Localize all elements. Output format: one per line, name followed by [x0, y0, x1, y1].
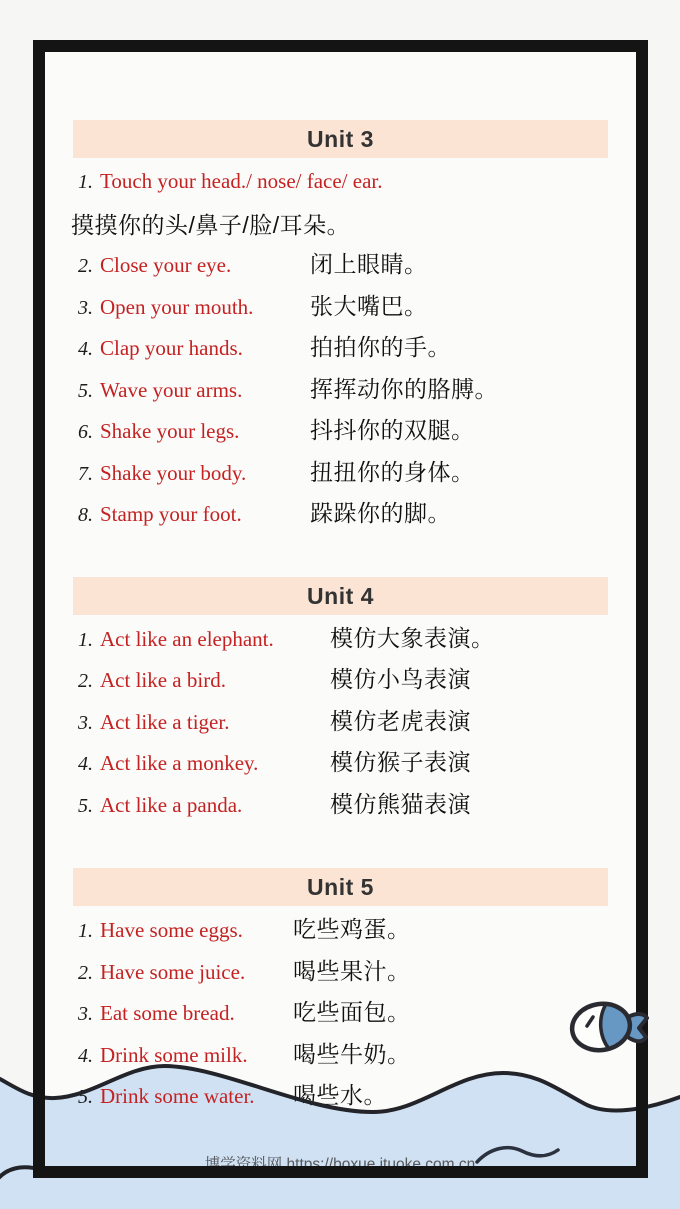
item-chinese: 模仿老虎表演: [330, 707, 471, 734]
unit-header: [73, 577, 608, 615]
item-english: Drink some milk.: [100, 1042, 248, 1067]
item-english: Act like a monkey.: [100, 751, 259, 775]
watermark: 博学资料网 https://boxue.ituoke.com.cn: [204, 1156, 476, 1173]
item-chinese: 张大嘴巴。: [310, 292, 428, 319]
item-chinese: 拍拍你的手。: [310, 334, 451, 360]
item-chinese: 模仿大象表演。: [330, 624, 495, 651]
item-english-wrap: [78, 660, 330, 703]
list-item: [73, 992, 608, 1034]
unit-section: [73, 868, 608, 1117]
unit-title: Unit 4: [307, 582, 374, 609]
item-number: 2.: [78, 255, 93, 277]
unit-section: [73, 577, 608, 826]
item-number: 4.: [78, 753, 93, 775]
list-item: [73, 286, 608, 328]
item-english-wrap: [78, 910, 293, 953]
item-english: Shake your body.: [100, 460, 247, 485]
list-item: [73, 618, 608, 660]
item-chinese: 模仿小鸟表演: [330, 666, 471, 692]
item-english: Drink some water.: [100, 1084, 255, 1108]
unit-items: [73, 615, 608, 826]
item-chinese: 摸摸你的头/鼻子/脸/耳朵。: [71, 211, 351, 238]
unit-header: [73, 868, 608, 906]
item-chinese: 模仿猴子表演: [330, 749, 471, 775]
item-number: 5.: [78, 1086, 93, 1108]
item-english: Have some juice.: [100, 959, 246, 984]
item-english: Wave your arms.: [100, 377, 243, 402]
item-chinese: 喝些牛奶。: [293, 1040, 411, 1067]
item-number: 5.: [78, 794, 93, 817]
item-english-wrap: [78, 702, 330, 745]
unit-section: [73, 120, 608, 535]
list-item: [73, 244, 608, 286]
item-english-wrap: [78, 494, 310, 537]
item-english: Act like a panda.: [100, 792, 243, 817]
item-number: 2.: [78, 961, 93, 984]
item-english-wrap: [78, 411, 310, 454]
item-english-wrap: [78, 1076, 293, 1119]
item-english-wrap: [78, 161, 383, 204]
item-number: 6.: [78, 421, 93, 443]
list-item: [73, 410, 608, 452]
item-english: Have some eggs.: [100, 918, 243, 942]
item-number: 5.: [78, 379, 93, 402]
item-number: 3.: [78, 711, 93, 734]
unit-title: Unit 3: [307, 126, 374, 152]
unit-title: Unit 5: [307, 874, 374, 900]
list-item: [73, 701, 608, 743]
list-item: [73, 742, 608, 784]
list-item: [73, 452, 608, 494]
list-item: [73, 659, 608, 701]
item-english-wrap: [78, 370, 310, 413]
item-english: Eat some bread.: [100, 1001, 235, 1025]
item-english: Close your eye.: [100, 253, 232, 277]
list-item: [73, 909, 608, 951]
item-number: 7.: [78, 462, 93, 485]
item-chinese: 吃些鸡蛋。: [293, 916, 411, 942]
item-number: 4.: [78, 338, 93, 360]
item-chinese: 喝些水。: [293, 1082, 387, 1108]
item-english-wrap: [78, 287, 310, 330]
item-english-wrap: [78, 1035, 293, 1078]
item-english: Clap your hands.: [100, 336, 243, 360]
item-chinese: 挥挥动你的胳膊。: [310, 375, 498, 402]
item-number: 1.: [78, 628, 93, 651]
units-container: [45, 52, 636, 1117]
list-item: [73, 327, 608, 369]
item-chinese: 闭上眼睛。: [310, 251, 428, 277]
item-english: Act like an elephant.: [100, 626, 274, 651]
item-english-wrap: [78, 952, 293, 995]
unit-header: [73, 120, 608, 158]
item-english-wrap: [78, 245, 310, 288]
item-english-wrap: [78, 453, 310, 496]
fish-icon: [565, 990, 653, 1064]
list-item: [73, 161, 608, 244]
item-number: 1.: [78, 920, 93, 942]
item-english: Open your mouth.: [100, 294, 254, 319]
item-chinese: 跺跺你的脚。: [310, 500, 451, 526]
item-number: 8.: [78, 504, 93, 526]
list-item: [73, 1034, 608, 1076]
list-item: [73, 493, 608, 535]
list-item: [73, 784, 608, 826]
item-chinese: 扭扭你的身体。: [310, 458, 475, 485]
item-english-wrap: [78, 328, 310, 371]
unit-items: [73, 158, 608, 535]
item-english: Shake your legs.: [100, 419, 240, 443]
unit-items: [73, 906, 608, 1117]
list-item: [73, 369, 608, 411]
item-chinese: 模仿熊猫表演: [330, 790, 471, 817]
item-english: Act like a tiger.: [100, 709, 230, 734]
item-number: 4.: [78, 1044, 93, 1067]
item-english: Act like a bird.: [100, 668, 226, 692]
item-english-wrap: [78, 619, 330, 662]
item-english: Stamp your foot.: [100, 502, 242, 526]
item-chinese: 抖抖你的双腿。: [310, 417, 475, 443]
item-english: Touch your head./ nose/ face/ ear.: [100, 169, 383, 193]
item-english-wrap: [78, 785, 330, 828]
list-item: [73, 951, 608, 993]
item-english-wrap: [78, 993, 293, 1036]
item-number: 3.: [78, 1003, 93, 1025]
item-number: 3.: [78, 296, 93, 319]
list-item: [73, 1075, 608, 1117]
item-english-wrap: [78, 743, 330, 786]
item-number: 2.: [78, 670, 93, 692]
item-chinese: 吃些面包。: [293, 999, 411, 1025]
item-chinese: 喝些果汁。: [293, 957, 411, 984]
item-number: 1.: [78, 171, 93, 193]
